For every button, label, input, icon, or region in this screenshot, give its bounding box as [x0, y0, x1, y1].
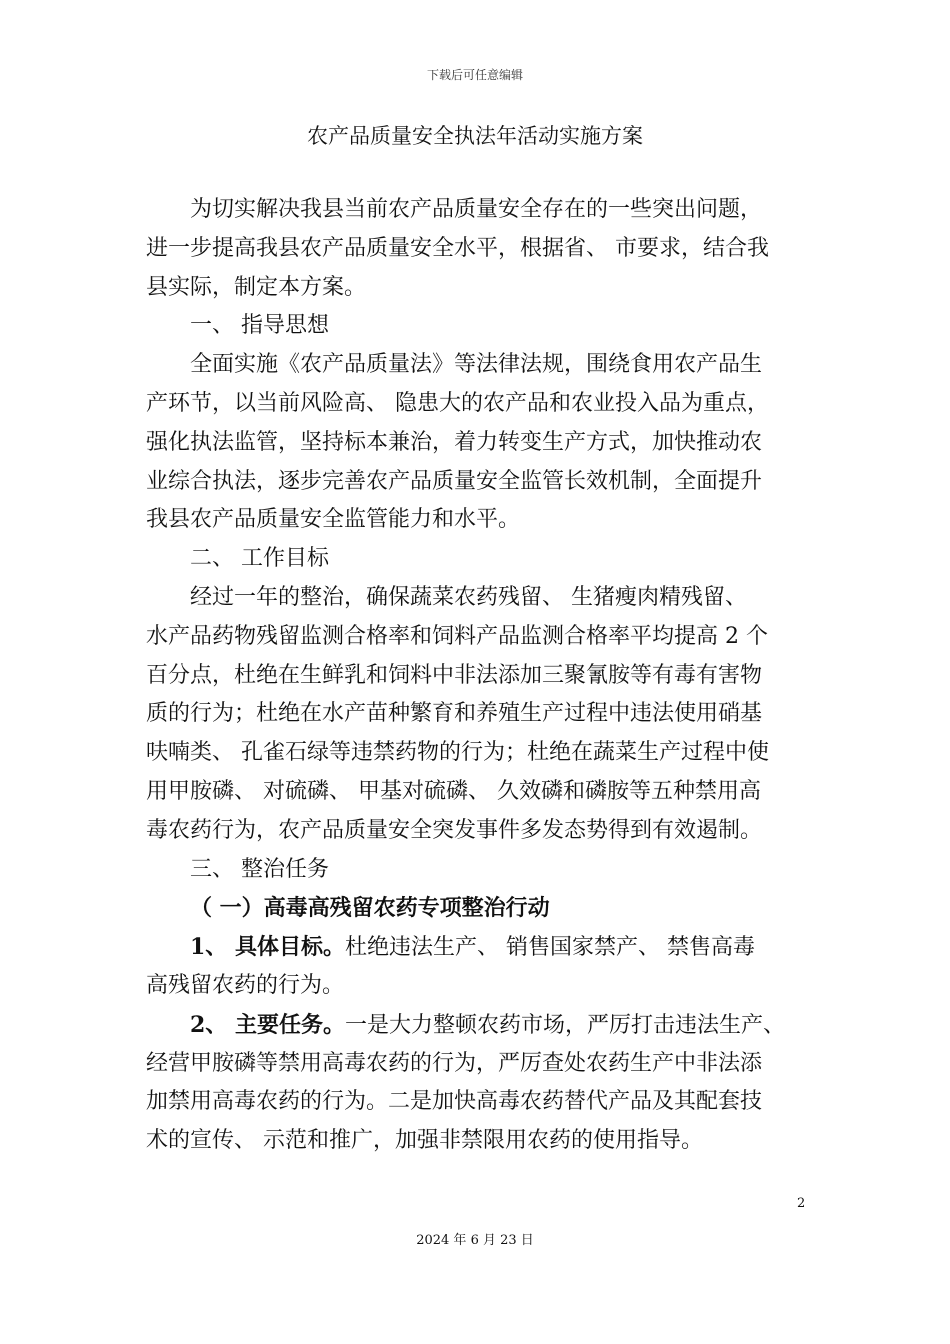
document-body: [146, 191, 806, 1161]
document-title: 农产品质量安全执法年活动实施方案: [307, 124, 643, 148]
paragraph-line: 加禁用高毒农药的行为。二是加快高毒农药替代产品及其配套技: [146, 1089, 763, 1115]
section-heading-3: 三、 整治任务: [190, 856, 329, 882]
paragraph-line: 进一步提高我县农产品质量安全水平，根据省、 市要求，结合我: [146, 235, 769, 261]
item-label: 1、 具体目标。: [190, 934, 345, 961]
paragraph-line: 强化执法监管，坚持标本兼治，着力转变生产方式，加快推动农: [146, 429, 763, 455]
paragraph-line: 毒农药行为，农产品质量安全突发事件多发态势得到有效遏制。: [146, 817, 763, 843]
item-text: 一是大力整顿农药市场，严厉打击违法生产、: [344, 1012, 785, 1038]
page-number: 2: [797, 1196, 806, 1211]
item-label: 2、 主要任务。: [190, 1011, 345, 1038]
paragraph-line: 百分点，杜绝在生鲜乳和饲料中非法添加三聚氰胺等有毒有害物: [146, 662, 763, 688]
paragraph-line: 质的行为；杜绝在水产苗种繁育和养殖生产过程中违法使用硝基: [146, 701, 763, 727]
paragraph-line: 为切实解决我县当前农产品质量安全存在的一些突出问题，: [190, 197, 763, 222]
paragraph-line: 呋喃类、 孔雀石绿等违禁药物的行为；杜绝在蔬菜生产过程中使: [146, 740, 769, 766]
subsection-heading: （ 一）高毒高残留农药专项整治行动: [190, 895, 550, 922]
paragraph-line: 全面实施《农产品质量法》等法律法规，围绕食用农产品生: [190, 352, 763, 378]
paragraph-line: [146, 928, 806, 967]
paragraph-line: 水产品药物残留监测合格率和饲料产品监测合格率平均提高 2 个: [146, 623, 768, 649]
header-note: 下载后可任意编辑: [426, 68, 523, 82]
paragraph-line: 县实际，制定本方案。: [146, 274, 367, 300]
footer-date: 2024 年 6 月 23 日: [416, 1233, 534, 1248]
paragraph-line: 产环节，以当前风险高、 隐患大的农产品和农业投入品为重点，: [146, 390, 769, 416]
section-heading-2: 二、 工作目标: [190, 546, 329, 572]
paragraph-line: 业综合执法，逐步完善农产品质量安全监管长效机制，全面提升: [146, 468, 763, 494]
paragraph-line: 术的宣传、 示范和推广，加强非禁限用农药的使用指导。: [146, 1128, 703, 1154]
section-heading-1: 一、 指导思想: [190, 313, 329, 339]
paragraph-line: 我县农产品质量安全监管能力和水平。: [146, 507, 521, 533]
item-text: 杜绝违法生产、 销售国家禁产、 禁售高毒: [344, 935, 755, 961]
paragraph-line: 经营甲胺磷等禁用高毒农药的行为，严厉查处农药生产中非法添: [146, 1050, 763, 1076]
paragraph-line: 经过一年的整治，确保蔬菜农药残留、 生猪瘦肉精残留、: [190, 584, 747, 610]
paragraph-line: 用甲胺磷、 对硫磷、 甲基对硫磷、 久效磷和磷胺等五种禁用高: [146, 778, 761, 804]
paragraph-line: [146, 1006, 806, 1045]
paragraph-line: 高残留农药的行为。: [146, 972, 345, 998]
